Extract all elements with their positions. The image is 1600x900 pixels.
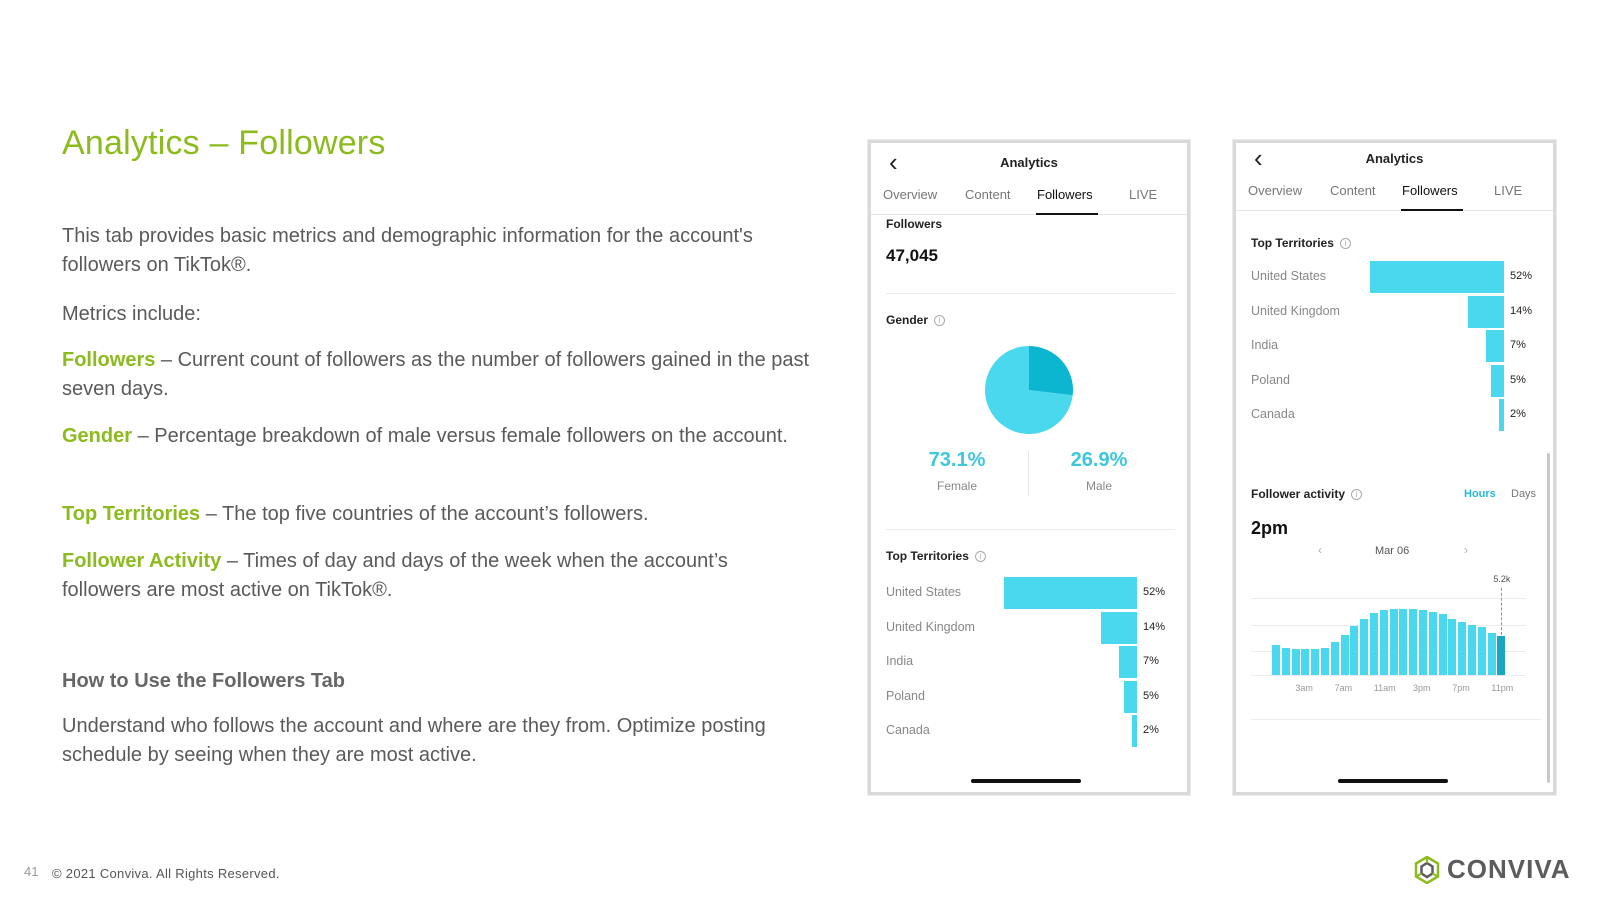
chart-tick-label: 11am bbox=[1373, 683, 1396, 693]
activity-bar[interactable] bbox=[1497, 636, 1505, 675]
info-icon[interactable]: i bbox=[1340, 238, 1351, 249]
copyright: © 2021 Conviva. All Rights Reserved. bbox=[52, 866, 280, 881]
phone-mockup-follower-activity bbox=[1233, 140, 1556, 795]
territory-name: Canada bbox=[886, 723, 930, 737]
activity-bar[interactable] bbox=[1488, 633, 1496, 675]
metric-top-territories bbox=[62, 500, 812, 529]
activity-time: 2pm bbox=[1251, 518, 1289, 538]
territory-bar bbox=[1101, 612, 1137, 644]
male-label: Male bbox=[1085, 479, 1112, 493]
female-label: Female bbox=[936, 479, 977, 493]
territory-name: India bbox=[1251, 338, 1279, 352]
top-territories-label bbox=[886, 549, 986, 563]
activity-bar[interactable] bbox=[1390, 609, 1398, 675]
activity-bar[interactable] bbox=[1282, 648, 1290, 675]
territory-pct: 7% bbox=[1143, 655, 1159, 667]
pie-slice-male bbox=[1029, 346, 1073, 395]
territory-bar bbox=[1499, 399, 1504, 431]
scrollbar[interactable] bbox=[1547, 453, 1550, 783]
territory-bar bbox=[1468, 296, 1504, 328]
follower-activity-label-text: Follower activity bbox=[1251, 487, 1346, 501]
activity-bar[interactable] bbox=[1448, 619, 1456, 675]
territory-bar bbox=[1491, 365, 1504, 397]
activity-bar[interactable] bbox=[1399, 609, 1407, 675]
chart-tick-label: 7am bbox=[1334, 683, 1353, 693]
activity-bar[interactable] bbox=[1272, 645, 1280, 675]
divider bbox=[1251, 719, 1541, 720]
territory-pct: 52% bbox=[1510, 270, 1533, 282]
metric-term: Top Territories bbox=[62, 503, 201, 525]
activity-bar[interactable] bbox=[1360, 619, 1368, 675]
info-icon[interactable]: i bbox=[975, 551, 986, 562]
activity-bar[interactable] bbox=[1341, 635, 1349, 675]
tab-overview[interactable]: Overview bbox=[1248, 183, 1303, 198]
territory-name: Poland bbox=[1251, 372, 1290, 387]
metric-term: Follower Activity bbox=[62, 550, 222, 572]
top-territories-label-text: Top Territories bbox=[886, 549, 969, 563]
activity-bar[interactable] bbox=[1321, 648, 1329, 675]
territory-name: United Kingdom bbox=[886, 619, 975, 634]
metric-desc: – Percentage breakdown of male versus female followers on the account. bbox=[132, 425, 788, 447]
chart-gridline bbox=[1251, 625, 1526, 626]
territory-bar bbox=[1132, 715, 1137, 747]
chart-tick-label: 3am bbox=[1295, 683, 1313, 693]
territory-name: United States bbox=[1251, 269, 1327, 283]
territory-pct: 7% bbox=[1510, 339, 1526, 351]
divider bbox=[886, 293, 1175, 294]
territory-bar bbox=[1119, 646, 1137, 678]
activity-bar[interactable] bbox=[1419, 610, 1427, 675]
screen-title: Analytics bbox=[1365, 151, 1424, 166]
activity-bar[interactable] bbox=[1350, 626, 1358, 675]
territory-name: Canada bbox=[1251, 407, 1295, 421]
selected-hour-line bbox=[1501, 588, 1502, 635]
territory-name: India bbox=[886, 654, 914, 668]
activity-bar[interactable] bbox=[1380, 610, 1388, 675]
prev-date-icon[interactable]: ‹ bbox=[1318, 543, 1322, 557]
chart-tick-label: 3pm bbox=[1413, 683, 1431, 693]
hours-toggle[interactable]: Hours bbox=[1464, 488, 1496, 500]
territory-pct: 52% bbox=[1143, 586, 1166, 598]
territory-name: United Kingdom bbox=[1251, 303, 1340, 318]
tab-bar bbox=[871, 187, 1187, 215]
territory-pct: 2% bbox=[1510, 408, 1526, 420]
activity-bar[interactable] bbox=[1478, 627, 1486, 675]
tab-followers[interactable]: Followers bbox=[1402, 183, 1458, 198]
phone-mockup-followers bbox=[868, 140, 1190, 795]
followers-label: Followers bbox=[886, 217, 943, 231]
territory-pct: 5% bbox=[1143, 689, 1159, 702]
gender-pie-chart bbox=[984, 345, 1074, 435]
activity-bar[interactable] bbox=[1439, 614, 1447, 675]
howto-heading: How to Use the Followers Tab bbox=[62, 670, 345, 692]
tab-content[interactable]: Content bbox=[965, 187, 1011, 202]
metric-term: Gender bbox=[62, 425, 133, 447]
intro-paragraph: This tab provides basic metrics and demographic information for the account's followers on TikTok®. bbox=[62, 225, 753, 276]
chevron-left-icon[interactable]: ‹ bbox=[889, 147, 898, 177]
territory-bar bbox=[1004, 577, 1137, 609]
info-icon[interactable]: i bbox=[934, 315, 945, 326]
activity-bar[interactable] bbox=[1458, 622, 1466, 675]
gender-label bbox=[886, 313, 945, 327]
peak-value-label: 5.2k bbox=[1493, 574, 1511, 584]
metric-term: Followers bbox=[62, 349, 156, 371]
conviva-logo bbox=[1413, 854, 1571, 885]
metrics-include-label: Metrics include: bbox=[62, 303, 201, 325]
days-toggle[interactable]: Days bbox=[1511, 488, 1537, 500]
top-territories-label bbox=[1251, 236, 1351, 250]
slide-title: Analytics – Followers bbox=[62, 124, 386, 162]
metric-follower-activity bbox=[62, 547, 812, 605]
chart-gridline bbox=[1251, 675, 1526, 676]
tab-content[interactable]: Content bbox=[1330, 183, 1376, 198]
male-pct: 26.9% bbox=[1070, 449, 1128, 471]
activity-date: Mar 06 bbox=[1375, 545, 1410, 557]
metric-desc: – Times of day and days of the week when the account’s followers are most active on TikTok®. bbox=[62, 550, 728, 601]
metric-desc: – Current count of followers as the number of followers gained in the past seven days. bbox=[62, 349, 810, 400]
metric-desc: – The top five countries of the account’s followers. bbox=[200, 503, 649, 525]
activity-bar[interactable] bbox=[1370, 613, 1378, 675]
active-tab-indicator bbox=[1036, 213, 1098, 215]
divider bbox=[886, 529, 1175, 530]
tab-followers[interactable]: Followers bbox=[1037, 187, 1093, 202]
activity-bar[interactable] bbox=[1468, 625, 1476, 675]
gender-divider bbox=[1028, 451, 1029, 496]
territory-pct: 2% bbox=[1143, 724, 1159, 736]
chart-gridline bbox=[1251, 598, 1526, 599]
home-indicator bbox=[1338, 779, 1448, 783]
followers-count: 47,045 bbox=[886, 246, 938, 265]
home-indicator bbox=[971, 779, 1081, 783]
territory-bar bbox=[1370, 261, 1504, 293]
activity-bar[interactable] bbox=[1429, 612, 1437, 675]
territory-pct: 5% bbox=[1510, 373, 1526, 386]
territory-pct: 14% bbox=[1143, 620, 1166, 633]
activity-bar[interactable] bbox=[1301, 649, 1309, 675]
screen-title: Analytics bbox=[1000, 155, 1058, 170]
territory-name: United States bbox=[886, 585, 962, 599]
gender-label-text: Gender bbox=[886, 313, 929, 327]
top-territories-label-text: Top Territories bbox=[1251, 236, 1334, 250]
territory-pct: 14% bbox=[1510, 304, 1533, 317]
logo-text: CONVIVA bbox=[1447, 854, 1571, 884]
tab-overview[interactable]: Overview bbox=[883, 187, 938, 202]
activity-bar[interactable] bbox=[1311, 649, 1319, 675]
territory-name: Poland bbox=[886, 688, 925, 703]
next-date-icon[interactable]: › bbox=[1464, 543, 1468, 557]
tab-bar bbox=[1236, 183, 1553, 211]
tab-live[interactable]: LIVE bbox=[1494, 183, 1523, 198]
metric-followers bbox=[62, 346, 812, 404]
territory-bar bbox=[1486, 330, 1504, 362]
metric-gender bbox=[62, 422, 812, 451]
tab-live[interactable]: LIVE bbox=[1129, 187, 1158, 202]
conviva-logo-icon bbox=[1413, 856, 1441, 884]
chevron-left-icon[interactable]: ‹ bbox=[1254, 143, 1263, 173]
chart-tick-label: 7pm bbox=[1452, 683, 1470, 693]
activity-bar[interactable] bbox=[1409, 609, 1417, 675]
activity-bar[interactable] bbox=[1331, 642, 1339, 675]
chart-tick-label: 11pm bbox=[1491, 683, 1514, 693]
page-number: 41 bbox=[24, 864, 39, 879]
howto-paragraph: Understand who follows the account and where are they from. Optimize posting schedule by seeing when they are most active. bbox=[62, 715, 766, 766]
follower-activity-label bbox=[1251, 487, 1362, 501]
active-tab-indicator bbox=[1401, 209, 1463, 211]
territory-bar bbox=[1124, 681, 1137, 713]
info-icon[interactable]: i bbox=[1351, 489, 1362, 500]
female-pct: 73.1% bbox=[928, 449, 986, 471]
activity-bar[interactable] bbox=[1292, 649, 1300, 675]
